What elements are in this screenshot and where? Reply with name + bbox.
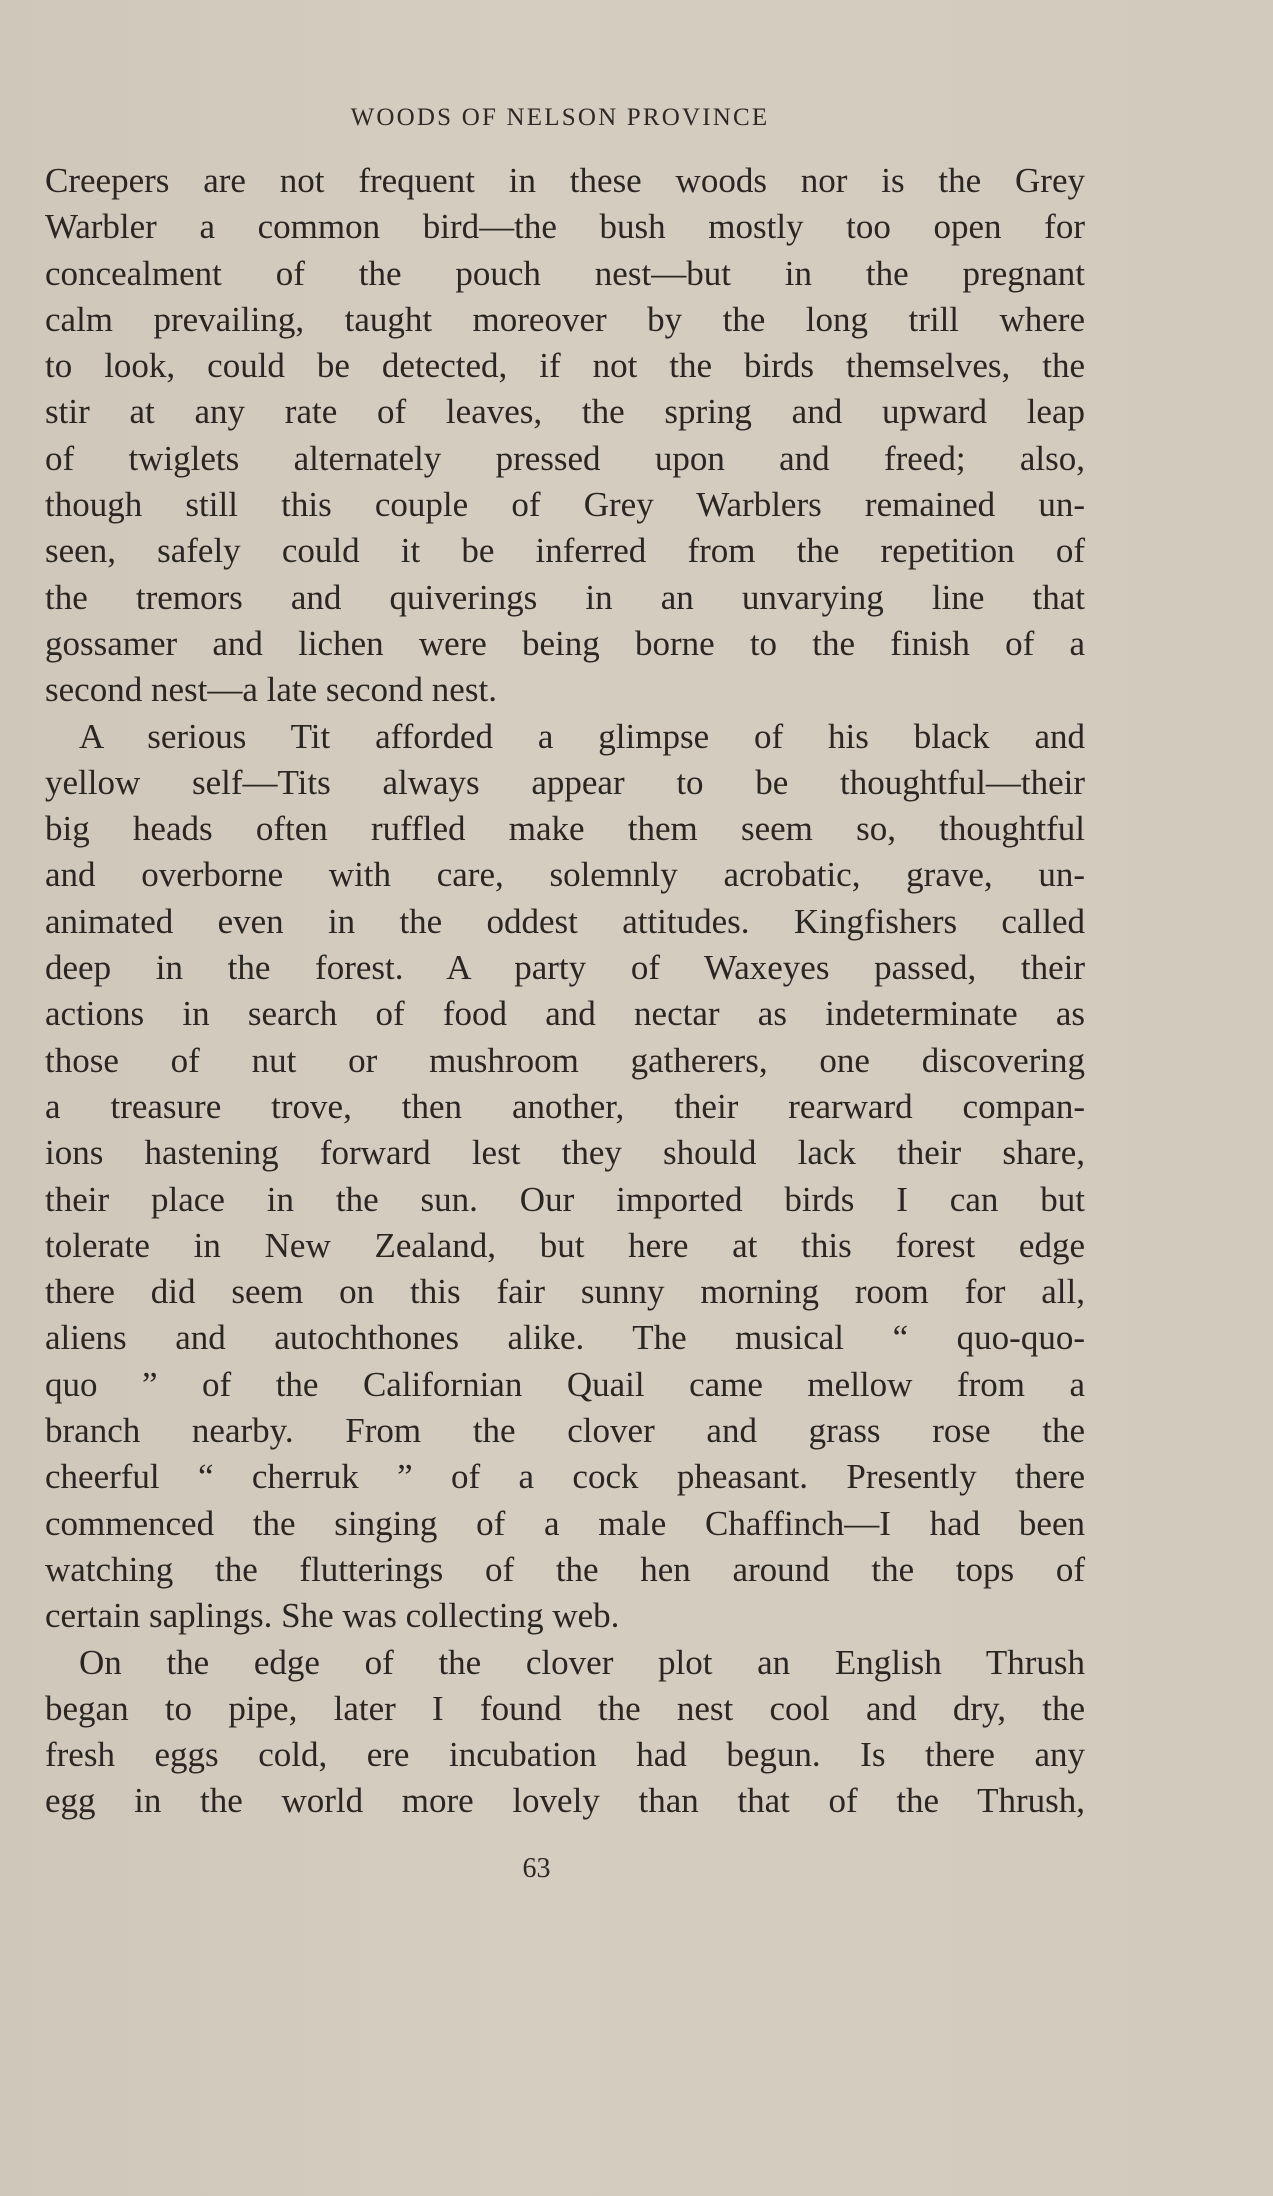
text-line: second nest—a late second nest. — [45, 670, 497, 710]
text-line: stir at any rate of leaves, the spring and upward leap — [45, 392, 1085, 432]
text-line: actions in search of food and nectar as indeterminate as — [45, 994, 1085, 1034]
text-line: commenced the singing of a male Chaffinch—I had been — [45, 1503, 1085, 1543]
running-head: WOODS OF NELSON PROVINCE — [350, 104, 770, 131]
text-line: there did seem on this fair sunny morning room for all, — [45, 1272, 1085, 1312]
text-line: quo ” of the Californian Quail came mellow from a — [45, 1364, 1085, 1404]
text-line: animated even in the oddest attitudes. Kingfishers called — [45, 901, 1085, 941]
text-line: Warbler a common bird—the bush mostly too open for — [45, 207, 1085, 247]
text-line: those of nut or mushroom gatherers, one discovering — [45, 1040, 1085, 1080]
text-line: watching the flutterings of the hen around the tops of — [45, 1549, 1085, 1589]
text-line: cheerful “ cherruk ” of a cock pheasant. Presently there — [45, 1457, 1085, 1497]
text-line: A serious Tit afforded a glimpse of his black and — [79, 716, 1085, 756]
text-line: concealment of the pouch nest—but in the pregnant — [45, 253, 1085, 293]
text-line: aliens and autochthones alike. The musical “ quo-quo- — [45, 1318, 1085, 1358]
body-text — [45, 158, 1085, 1825]
text-line: fresh eggs cold, ere incubation had begun. Is there any — [45, 1735, 1085, 1775]
text-line: tolerate in New Zealand, but here at this forest edge — [45, 1225, 1085, 1265]
text-line: branch nearby. From the clover and grass rose the — [45, 1411, 1085, 1451]
text-line: yellow self—Tits always appear to be thoughtful—their — [45, 762, 1085, 802]
text-line: egg in the world more lovely than that of the Thrush, — [45, 1781, 1085, 1821]
text-line: deep in the forest. A party of Waxeyes passed, their — [45, 948, 1085, 988]
text-line: to look, could be detected, if not the birds themselves, the — [45, 346, 1085, 386]
page-number: 63 — [522, 1853, 551, 1884]
text-line: calm prevailing, taught moreover by the long trill where — [45, 299, 1085, 339]
text-line: and overborne with care, solemnly acrobatic, grave, un- — [45, 855, 1085, 895]
text-line: seen, safely could it be inferred from the repetition of — [45, 531, 1085, 571]
text-line: though still this couple of Grey Warblers remained un- — [45, 485, 1085, 525]
text-line: certain saplings. She was collecting web. — [45, 1596, 620, 1636]
text-line: gossamer and lichen were being borne to the finish of a — [45, 623, 1085, 663]
text-line: the tremors and quiverings in an unvarying line that — [45, 577, 1085, 617]
text-line: began to pipe, later I found the nest cool and dry, the — [45, 1688, 1085, 1728]
text-line: big heads often ruffled make them seem so, thoughtful — [45, 809, 1085, 849]
text-line: their place in the sun. Our imported birds I can but — [45, 1179, 1085, 1219]
text-line: Creepers are not frequent in these woods nor is the Grey — [45, 161, 1085, 200]
text-line: of twiglets alternately pressed upon and freed; also, — [45, 438, 1085, 478]
text-line: a treasure trove, then another, their rearward compan- — [45, 1086, 1085, 1126]
text-line: On the edge of the clover plot an English Thrush — [79, 1642, 1085, 1682]
text-line: ions hastening forward lest they should lack their share, — [45, 1133, 1085, 1173]
